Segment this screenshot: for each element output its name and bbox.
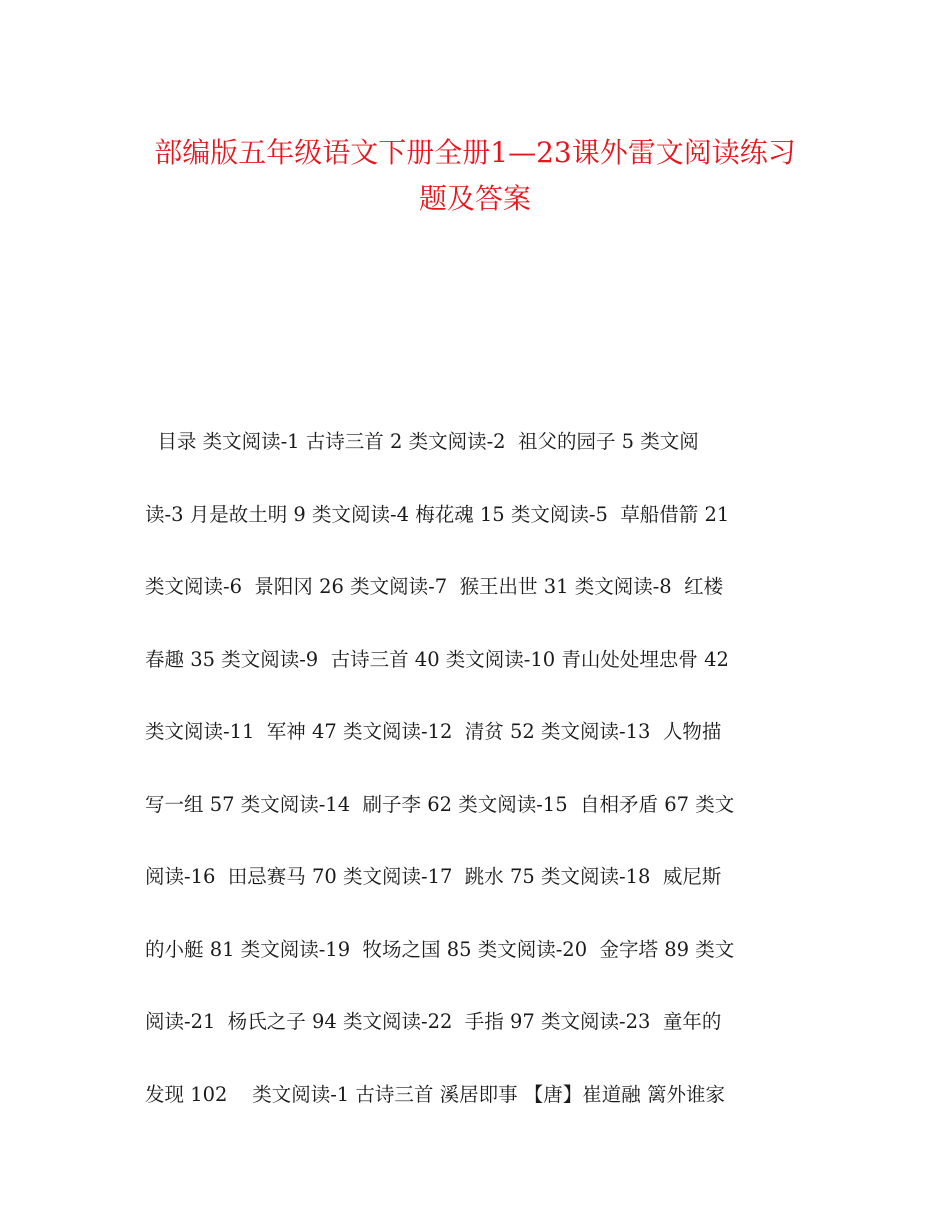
body-line: 发现 102 类文阅读-1 古诗三首 溪居即事 【唐】崔道融 篱外谁家 (145, 1082, 726, 1106)
body-line: 读-3 月是故土明 9 类文阅读-4 梅花魂 15 类文阅读-5 草船借箭 21 (145, 502, 730, 526)
body-line: 阅读-16 田忌赛马 70 类文阅读-17 跳水 75 类文阅读-18 威尼斯 (145, 865, 722, 888)
title-line-1: 部编版五年级语文下册全册1—23课外雷文阅读练习 (154, 136, 796, 169)
body-line: 目录 类文阅读-1 古诗三首 2 类文阅读-2 祖父的园子 5 类文阅 (145, 430, 699, 453)
body-line: 写一组 57 类文阅读-14 刷子李 62 类文阅读-15 自相矛盾 67 类文 (145, 792, 735, 816)
table-of-contents (145, 406, 810, 1131)
title-line-2: 题及答案 (418, 182, 531, 215)
body-line: 类文阅读-11 军神 47 类文阅读-12 清贫 52 类文阅读-13 人物描 (145, 720, 722, 743)
body-line: 类文阅读-6 景阳冈 26 类文阅读-7 猴王出世 31 类文阅读-8 红楼 (145, 575, 724, 598)
document-title (120, 130, 830, 222)
body-line: 的小艇 81 类文阅读-19 牧场之国 85 类文阅读-20 金字塔 89 类文 (145, 937, 735, 961)
body-line: 春趣 35 类文阅读-9 古诗三首 40 类文阅读-10 青山处处埋忠骨 42 (145, 647, 729, 671)
body-line: 阅读-21 杨氏之子 94 类文阅读-22 手指 97 类文阅读-23 童年的 (145, 1010, 722, 1033)
